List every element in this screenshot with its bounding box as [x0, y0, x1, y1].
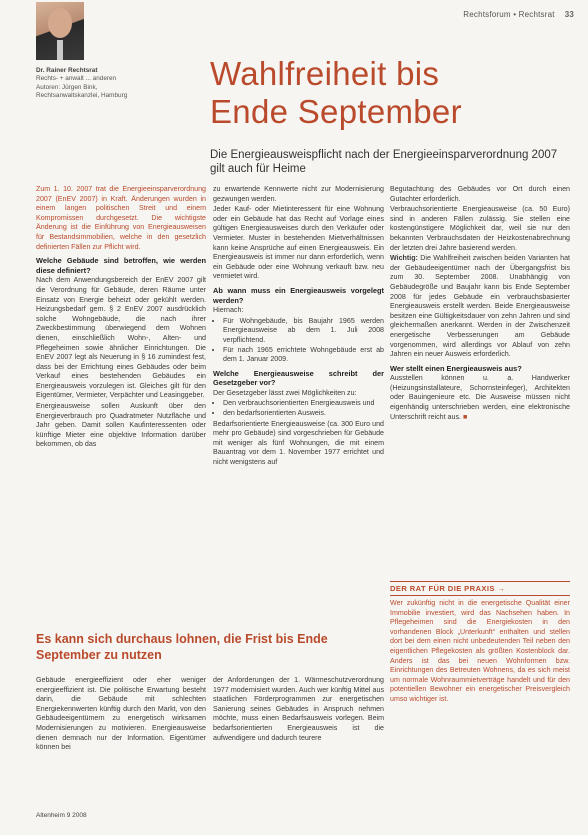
credit-line: Rechts- + anwalt ... anderen	[36, 75, 117, 83]
body-text: Die Wahlfreiheit zwischen beiden Varianten hat der Gebäudeeigentümer nach der Übergangsfrist bis zum 30. September 2008. Unabhängig von Gebäudegröße und Baujahr kann bis Ende September 2008 für jedes Gebäude ein verbrauchsbasierter Energieausweis erstellt werden. Beide Energieausweise besitzen eine Gültigkeitsdauer von zehn Jahren und sind gleichermaßen anerkannt. Werden in der Zwischenzeit energetische Verbesserungen am Gebäude vorgenommen, wird allerdings vor Ablauf von zehn Jahren ein neuer Ausweis erforderlich.	[390, 254, 570, 359]
body-paragraph	[390, 254, 570, 360]
intro-paragraph: Zum 1. 10. 2007 trat die Energieeinsparverordnung 2007 (EnEV 2007) in Kraft. Änderungen wurden in einem langen politischen Streit und einem Kompromissen durchgesetzt. Die wichtigste Änderung ist die Einführung von Energieausweisen für Bestandsimmobilien, welche in den gesetzlich definierten Fällen zur Pflicht wird.	[36, 185, 206, 251]
advice-box-text: Wer zukünftig nicht in die energetische Qualität einer Immobilie investiert, wird das Nachsehen haben. In Pflegeheimen sind die Energiekosten in den vorhandenen Block „Unterkunft“ enthalten und stellen dort bei dem einen nicht unbedeutenden Teil neben den eigentlichen Pflegekosten als größten Kostenblock dar. Anders ist das bei neuen Wohnformen bzw. Einrichtungen des Betreuten Wohnens, da es sich meist um normale Wohnraummietverträge handelt und für den potentiellen Bewohner ein energetischer Preisvergleich umso wichtiger ist.	[390, 599, 570, 703]
body-paragraph: Jeder Kauf- oder Mietinteressent für eine Wohnung oder ein Gebäude hat das Recht auf Vorlage eines gültigen Energieausweises durch den Verkäufer oder Vermieter. Muster in bestehenden Mietverhältnissen kann keine Ansprüche auf einen Energieausweis. Ein Energieausweis ist immer nur dann erforderlich, wenn ein Gebäude oder eine Wohnung verkauft bzw. neu vermietet wird.	[213, 205, 384, 281]
author-portrait-image	[36, 2, 84, 60]
author-credit	[36, 67, 146, 100]
bullet-list	[213, 317, 384, 365]
page-number: 33	[564, 10, 574, 19]
list-item: • den bedarfsorientierten Ausweis.	[223, 409, 384, 419]
face-shape	[48, 8, 72, 38]
question-heading: Welche Energieausweise schreibt der Gesetzgeber vor?	[213, 368, 384, 388]
column-1-lower	[36, 676, 206, 754]
important-label: Wichtig:	[390, 254, 418, 263]
tie-shape	[57, 40, 63, 60]
article-subtitle: Die Energieausweispflicht nach der Energieeinsparverordnung 2007 gilt auch für Heime	[210, 149, 558, 175]
section-heading: Es kann sich durchaus lohnen, die Frist bis Ende September zu nutzen	[36, 632, 328, 662]
body-paragraph: Bedarfsorientierte Energieausweise (ca. 300 Euro und mehr pro Gebäude) sind vorgeschrieben für Gebäude mit weniger als fünf Wohnungen, die mit einem Bauantrag vor dem 1. November 1977 errichtet und nicht wenigstens auf	[213, 419, 384, 467]
title-line: Ende September	[210, 93, 462, 130]
body-paragraph: Der Gesetzgeber lässt zwei Möglichkeiten zu:	[213, 388, 357, 397]
body-paragraph: Gebäude energieeffizient oder eher weniger energieeffizient ist. Die politische Erwartung besteht darin, die Gebäude mit schlechten Energiekennwerten künftig durch den Markt, von den Gebäudeeigentümern zu energetisch wirksamen Modernisierungen zu motivieren. Energieausweise dienen demnach nur der Information. Eigentümer können bei	[36, 676, 206, 752]
column-1	[36, 185, 206, 451]
title-line: Wahlfreiheit bis	[210, 55, 440, 92]
credit-line: Autoren: Jürgen Bink, Rechtsanwaltskanzlei, Hamburg	[36, 83, 128, 99]
body-paragraph: zu erwartende Kennwerte nicht zur Modernisierung gezwungen werden.	[213, 185, 384, 203]
body-paragraph	[390, 374, 570, 422]
question-heading: Ab wann muss ein Energieausweis vorgelegt werden?	[213, 285, 384, 305]
article-title	[210, 55, 580, 131]
body-paragraph: Energieausweise sollen Auskunft über den Energieverbrauch pro Quadratmeter Nutzfläche und Jahr geben. Damit sollen Kaufinteressenten oder künftige Mieter eine objektive Information darüber bekommen, ob das	[36, 402, 206, 449]
page-footer: Altenheim 9 2008	[36, 812, 87, 819]
advice-box-header: DER RAT FÜR DIE PRAXIS →	[390, 581, 570, 596]
list-item: • Den verbrauchsorientierten Energieausweis und	[223, 399, 384, 409]
list-item: • Für nach 1965 errichtete Wohngebäude erst ab dem 1. Januar 2009.	[223, 346, 384, 365]
question-heading: Wer stellt einen Energieausweis aus?	[390, 363, 522, 373]
bullet-list	[213, 399, 384, 418]
body-paragraph: der Anforderungen der 1. Wärmeschutzverordnung 1977 modernisiert wurden. Auch wer künftig Mittel aus staatlichen Förderprogrammen zur energetischen Sanierung seines Gebäudes in Anspruch nehmen möchte, muss einen Bedarfsausweis vorlegen. Beim bedarfsorientierten Energieausweis ist die aufwendigere und dadurch teurere	[213, 676, 384, 742]
body-paragraph: Begutachtung des Gebäudes vor Ort durch einen Gutachter erforderlich.	[390, 185, 570, 203]
body-paragraph: Verbrauchsorientierte Energieausweise (ca. 50 Euro) sind in anderen Fällen zulässig. Sie stellen eine kostengünstigere Möglichkeit dar, weil sie nur den bekannten Verbrauchsdaten der Heizkostenabrechnung der letzten drei Jahre basierend werden.	[390, 205, 570, 252]
list-item: • Für Wohngebäude, bis Baujahr 1965 werden Energieausweise ab dem 1. Juli 2008 verpflichtend.	[223, 317, 384, 346]
column-2	[213, 185, 384, 469]
credit-line: Dr. Rainer Rechtsrat	[36, 67, 98, 74]
column-3	[390, 185, 570, 423]
body-paragraph: Nach dem Anwendungsbereich der EnEV 2007 gilt die Verordnung für Gebäude, deren Räume unter Einsatz von Energie beheizt oder gekühlt werden. Heizungsbedarf gem. § 2 EnEV 2007 ausdrücklich solche Wohngebäude, die nach ihrer Zweckbestimmung überwiegend dem Wohnen dienen, einschließlich Wohn-, Alten- und Pflegeheimen sowie ähnlicher Einrichtungen. Die EnEV 2007 legt als Neuerung in § 16 zumindest fest, dass bei der Errichtung eines Gebäudes oder beim Verkauf eines bestehenden Gebäudes ein Energieausweis vorzulegen ist. Gleiches gilt für den Eigentümer, Vermieter, Verpächter und Leasinggeber.	[36, 276, 206, 400]
question-heading: Welche Gebäude sind betroffen, wie werden diese definiert?	[36, 256, 206, 275]
advice-box	[390, 581, 570, 705]
running-header	[463, 10, 574, 19]
body-text: Ausstellen können u. a. Handwerker (Heizungsinstallateure, Schornsteinfeger), Architekten oder Bauingenieure etc. Die Ausweise müssen nicht eigenhändig unterschrieben werden, eine elektronische Unterschrift reicht aus.	[390, 374, 570, 421]
section-label: Rechtsforum • Rechtsrat	[463, 10, 555, 19]
column-2-lower	[213, 676, 384, 744]
end-mark-icon: ■	[462, 412, 468, 421]
body-paragraph: Hiernach:	[213, 306, 244, 315]
